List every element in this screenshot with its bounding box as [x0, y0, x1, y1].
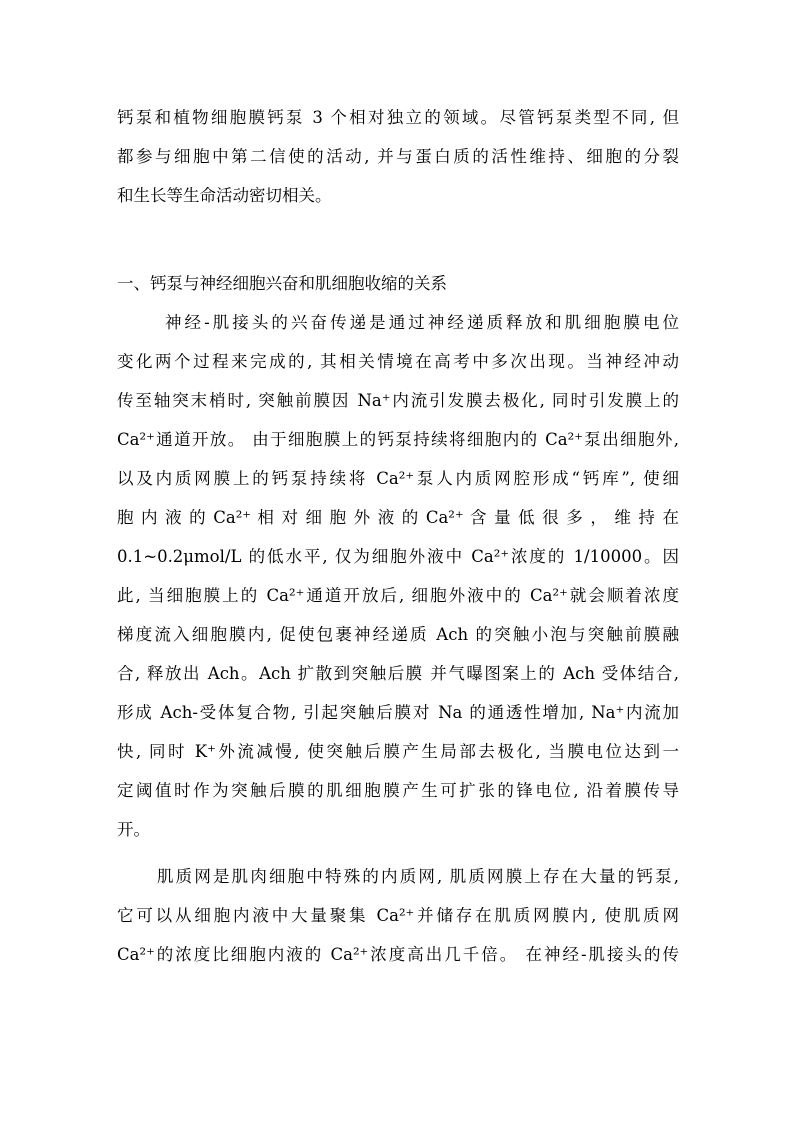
paragraph-1-line-12: 快, 同时 K⁺外流减慢, 使突触后膜产生局部去极化, 当膜电位达到一: [117, 742, 679, 761]
section-heading: 一、钙泵与神经细胞兴奋和肌细胞收缩的关系: [117, 274, 447, 293]
intro-line-3: 和生长等生命活动密切相关。: [117, 186, 332, 205]
intro-line-1: 钙泵和植物细胞膜钙泵 3 个相对独立的领域。尽管钙泵类型不同, 但: [117, 108, 679, 127]
paragraph-1-line-6: 胞 内 液 的 Ca²⁺ 相 对 细 胞 外 液 的 Ca²⁺ 含 量 低 很 多 ， 维 持 在: [117, 508, 679, 527]
paragraph-1-line-4: Ca²⁺通道开放。 由于细胞膜上的钙泵持续将细胞内的 Ca²⁺泵出细胞外,: [117, 430, 679, 449]
paragraph-1-line-2: 变化两个过程来完成的, 其相关情境在高考中多次出现。当神经冲动: [117, 352, 679, 371]
paragraph-2-line-2: 它可以从细胞内液中大量聚集 Ca²⁺并储存在肌质网膜内, 使肌质网: [117, 906, 679, 925]
paragraph-1-line-8: 此, 当细胞膜上的 Ca²⁺通道开放后, 细胞外液中的 Ca²⁺就会顺着浓度: [117, 586, 679, 605]
paragraph-1-line-7: 0.1~0.2μmol/L 的低水平, 仅为细胞外液中 Ca²⁺浓度的 1/10000。因: [117, 547, 679, 566]
intro-line-2: 都参与细胞中第二信使的活动, 并与蛋白质的活性维持、细胞的分裂: [117, 147, 679, 166]
paragraph-1-line-10: 合, 释放出 Ach。Ach 扩散到突触后膜 并气曝图案上的 Ach 受体结合,: [117, 664, 679, 683]
paragraph-1-line-5: 以及内质网膜上的钙泵持续将 Ca²⁺泵人内质网腔形成“钙库”, 使细: [117, 469, 679, 488]
paragraph-1-line-9: 梯度流入细胞膜内, 促使包裹神经递质 Ach 的突触小泡与突触前膜融: [117, 625, 679, 644]
paragraph-1-line-13: 定阈值时作为突触后膜的肌细胞膜产生可扩张的锋电位, 沿着膜传导: [117, 781, 679, 800]
paragraph-1-line-14: 开。: [117, 820, 150, 839]
paragraph-2-line-1: 肌质网是肌肉细胞中特殊的内质网, 肌质网膜上存在大量的钙泵,: [157, 867, 679, 886]
paragraph-1-line-11: 形成 Ach-受体复合物, 引起突触后膜对 Na 的通透性增加, Na⁺内流加: [117, 703, 679, 722]
paragraph-2-line-3: Ca²⁺的浓度比细胞内液的 Ca²⁺浓度高出几千倍。 在神经-肌接头的传: [117, 945, 679, 964]
paragraph-1-line-1: 神经-肌接头的兴奋传递是通过神经递质释放和肌细胞膜电位: [165, 313, 679, 332]
paragraph-1-line-3: 传至轴突末梢时, 突触前膜因 Na⁺内流引发膜去极化, 同时引发膜上的: [117, 391, 679, 410]
